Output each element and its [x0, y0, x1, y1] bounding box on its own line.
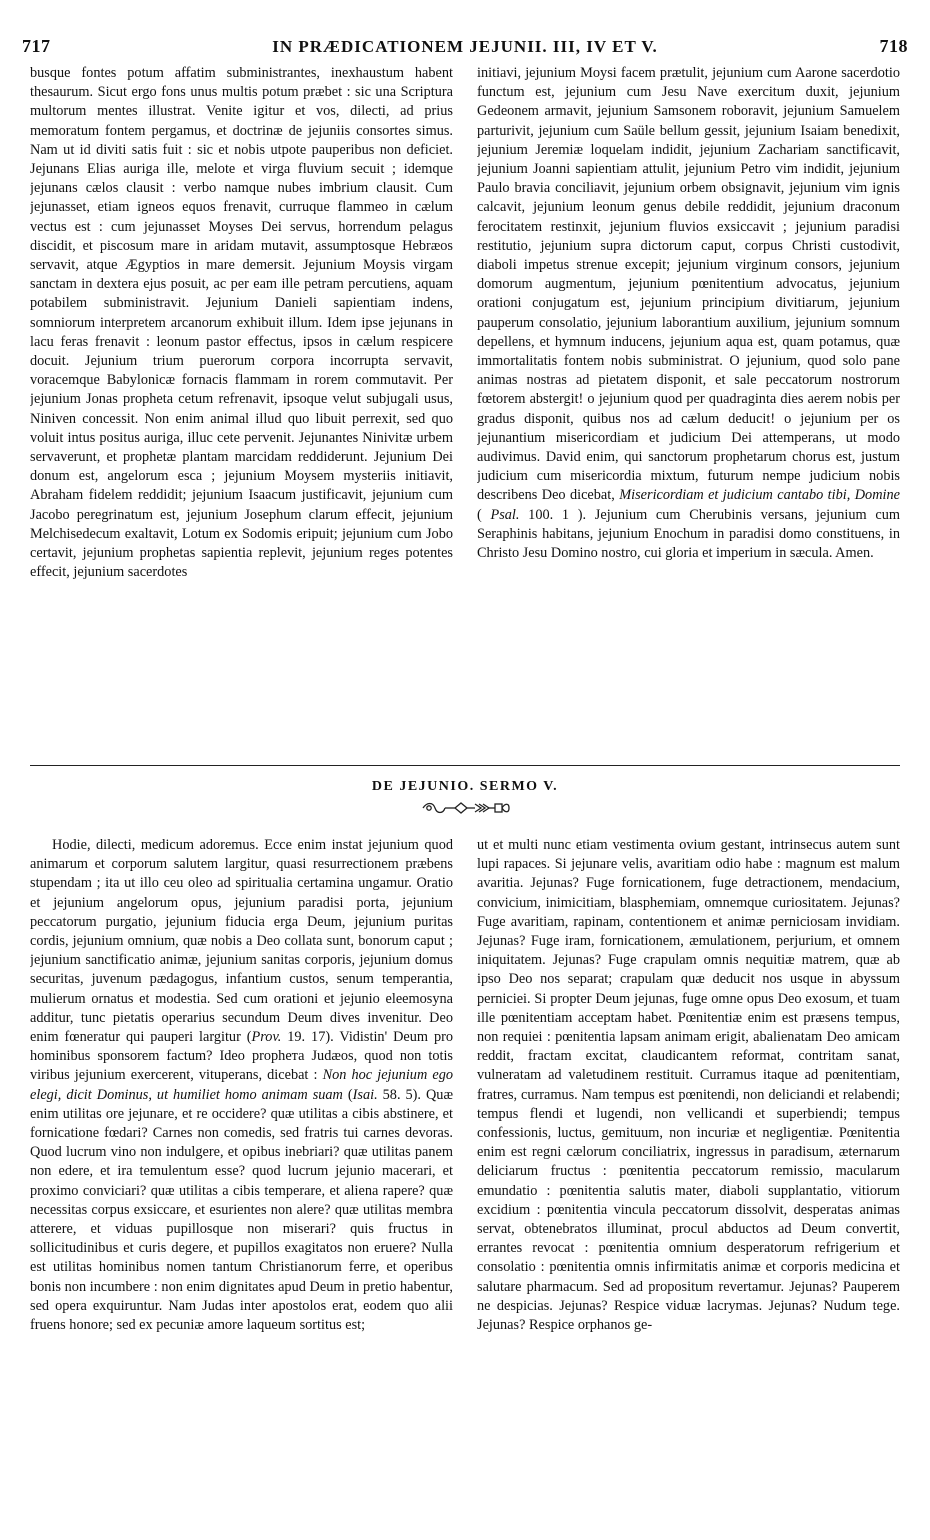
scripture-reference: Isai. [352, 1086, 378, 1103]
paragraph [477, 64, 900, 563]
bottom-left-column [30, 836, 453, 1526]
scroll-ornament-icon [0, 800, 930, 816]
text-span: initiavi, jejunium Moysi facem prætulit, jejunium cum Aarone sacerdotio functum est, jejunium cum Jesu Nave exercitum duxit, jejunium Gedeonem armavit, jejunium Samsonem roboravit, jejunium Samuelem parturivit, jejunium cum Saüle bellum gessit, jejunium Isaiam benedixit, jejunium Jeremiæ loquelam indidit, jejunium Zachariam sanctificavit, jejunium Joanni sapientiam attulit, jejunium Petro vim indidit, jejunium Paulo bravia conciliavit, jejunium orbem obsignavit, jejunium vim ignis calcavit, jejunium leonum genus debile reddidit, jejunium draconum ferocitatem restinxit, jejunium fluvios exsiccavit ; jejunium paradisi restitutio, jejunium supra dictorum caput, corpus Christi custodivit, diaboli impetus strenue excepit; jejunium virginum consors, jejunium domorum augmentum, jejunium pœnitentium advocatus, jejunium orationi conjugatum est, jejunium principium divitiarum, jejunium pauperum consolatio, jejunium laborantium auxilium, jejunium somnum depellens, et hymnum inducens, jejunium aqua est, quam potamus, quæ immortalitatis fontem nobis subministrat. O jejunium, quod solo pane animas nostras ad pietatem disponit, et sale peccatorum nostrorum fœtorem abstergit! o jejunium quod per quadraginta dies aerem nobis per gradus disponit, quibus nos ad cælum deducit! o jejunium per os jejunantium misericordiam et judicium Dei attemperans, ut modo audivimus. David enim, qui sanctorum prophetarum chorus est, justum judicium cum misericordia mixtum, futurum nempe judicium nobis describens Deo dicebat, [477, 65, 900, 504]
top-right-column [477, 64, 900, 758]
page-number-left: 717 [22, 36, 51, 56]
scripture-quote: Non hoc jejunium ego elegi, dicit Dominus, ut humiliet homo animam suam [30, 1067, 453, 1103]
text-span: 100. 1 ). [519, 506, 595, 523]
page-number-right: 718 [879, 36, 908, 56]
running-title: IN PRÆDICATIONEM JEJUNII. III, IV ET V. [272, 37, 658, 56]
top-left-column [30, 64, 453, 758]
text-span: ( [477, 506, 491, 523]
ornament-graphic [417, 800, 513, 816]
text-span: 58. 5). Quæ enim utilitas ore jejunare, et re occidere? quæ utilitas a cibis abstinere, et fornicatione fœdari? Carnes non comedis, sed fratris tui carnes devoras. Quod lucrum vino non indulgere, et opibus inebriari? quæ utilitas panem non edere, et ira temulentum esse? quod lucrum jejunio macerari, et proximo conviciari? quæ utilitas a cibis temperare, et aliena rapere? quæ necessitas corpus exsiccare, et esurientes non alere? quæ utilitas membra atterere, et viduas pupillosque non miserari? quis fructus in sollicitudinibus et curis degere, et pupillos exagitatos non eruere? Nulla est utilitas hominibus nomen tantum Christianorum ferre, et operibus bonis non incumbere : non enim dignitates apud Deum in pretio habentur, sed opera exquiruntur. Nam Judas inter apostolos erat, eodem quo alii fruens honore; sed ex pecuniæ amore laqueum sortitus est; [30, 1086, 453, 1334]
paragraph [30, 836, 453, 1335]
scripture-quote: Misericordiam et judicium cantabo tibi, Domine [619, 487, 900, 504]
paragraph: busque fontes potum affatim subministrantes, inexhaustum habent thesaurum. Sicut ergo fons unus multis potum præbet : sic una Scriptura multorum mentes illustrat. Venite igitur et vos, dilecti, ad prius memoratum fontem pergamus, et doctrinæ de jejuniis consortes simus. Nam ut id diviti satis fuit : sic et nobis utpote pauperibus non deficiet. Jejunans Elias auriga ille, melote et virga fluvium secuit ; idemque jejunans cælos clausit : verbo namque nubes imbrium clausit. Cum jejunasset, etiam igneos equos frenavit, curruque flammeo in cælum vectus est : cum jejunasset Moyses Dei servus, horrendum pelagus discidit, et piscosum mare in aridam mutavit, assumptosque Hebræos servavit, atque Ægyptios in mare demersit. Jejunium Moysis virgam sanctam in dextera ejus posuit, ac per eam ille petram percutiens, aquam potabilem subministravit. Jejunium Danieli sapientiam indens, somniorum interpretem arcanorum exhibuit illum. Idem ipse jejunans in lacu feras frenavit : leonum pastor effectus, ipsos in cælum respicere docuit. Jejunium trium puerorum corpora incorrupta servavit, voracemque Babylonicæ fornacis flammam in rorem commutavit. Per jejunium Jonas propheta cetum refrenavit, ipsoque velut subjugali usus, Niniven concessit. Non enim animal illud quo libuit perrexit, sed quo voluit intus positus auriga, illuc cete pervenit. Jejunantes Ninivitæ urbem servaverunt, et prophetæ plantam marcidam reddiderunt. Jejunium Dei donum est, angelorum esca ; jejunium Moysem mysteriis initiavit, Abraham fidelem reddidit; jejunium Isaacum justificavit, jejunium cum Jacobo peregrinatum est, jejunium Josephum clarum effecit, jejunium Melchisedecum exaltavit, Lotum ex Sodomis eripuit; jejunium cum Jobo certavit, jejunium prophetas sapientia replevit, jejunium reges potentes effecit, jejunium sacerdotes [30, 65, 453, 581]
text-span: 19. 17). Vidistin' Deum pro hominibus sponsorem factum? Ideo prophета Judæos, quod non totis viribus jejunium exercerent, vituperans, dicebat : [30, 1029, 453, 1084]
sermon-heading: DE JEJUNIO. SERMO V. [371, 779, 559, 794]
text-span: Hodie, dilecti, medicum adoremus. Ecce enim instat jejunium quod animarum et corporum salutem largitur, quasi resurrectionem præbens stupendam ; ita ut illo ceu oleo ad spiritualia certamina ungamur. Oratio et jejunium angelorum opus, jejunium paradisi porta, jejunium peccatorum purgatio, jejunium fiducia erga Deum, jejunium puritas cordis, jejunium omnium, quæ nobis a Deo collata sunt, bonorum caput ; jejunium sanctificatio animæ, jejunium sanitas corporis, jejunium domus securitas, juvenum pædagogus, infantium custos, senum temperantia, mulierum ornatus et modestia. Sed cum orationi et jejunio eleemosyna additur, tunc pietatis operarius secundum Deum dives invenitur. Deo enim fœneratur qui pauperi largitur ( [30, 837, 453, 1046]
section-divider [30, 765, 900, 766]
text-span: ( [342, 1086, 353, 1103]
text-span: Jejunium cum Cherubinis versans, jejunium cum Seraphinis habitans, jejunium Enochum in paradisi domo constituens, in Christo Jesu Domino nostro, cui gloria et imperium in sæcula. Amen. [477, 506, 900, 562]
scripture-reference: Prov. [251, 1029, 282, 1046]
paragraph: ut et multi nunc etiam vestimenta ovium gestant, intrinsecus autem sunt lupi rapaces. Si jejunare velis, avaritiam odio habe : magnum est malum avaritia. Jejunas? Fuge fornicationem, fuge detractionem, mendacium, convicium, inimicitiam, blasphemiam, omnemque curiositatem. Jejunas? Fuge avaritiam, rapinam, contentionem et animæ perniciosam invidiam. Jejunas? Fuge iram, fornicationem, æmulationem, perjurium, et omnem iniquitatem. Jejunas? Fuge crapulam omnis nequitiæ matrem, quæ ab ipso Deo nos separat; crapulam quæ deducit nos usque in abyssum perniciei. Si propter Deum jejunas, fuge omne opus Deo exosum, et tuam ille pœnitentiam acceptam habet. Pœnitentiæ enim est præsens tempus, non requiei : pœnitentia lapsam animam erigit, abalienatam Deo amicam reddit, fractam excitat, claudicantem reformat, contritam sanat, vulneratam ad valetudinem restituit. Curramus itaque ad pœnitentiam, fratres, curramus. Nam tempus est pœnitendi, non deliciandi et relabendi; tempus flendi et lugendi, non vellicandi et superbiendi; tempus confessionis, luctus, gemituum, non incuriæ et negligentiæ. Pœnitentia enim est regni cælorum conciliatrix, ingressus in paradisum, æternarum deliciarum fructus : pœnitentia peccatorum remissio, macularum emundatio : pœnitentia salutis mater, diaboli supplantatio, vitiorum excidium : pœnitentia vincula peccatorum dissolvit, desperatas animas servat, obtenebratos illuminat, procul abductos ad Deum convertit, errantes revocat : pœnitentia omnium desperatorum refrigerium et consolatio : pœnitentia omnis infirmitatis animæ et corporis medicina et salutare pharmacum. Sed ad propositum revertamur. Jejunas? Pauperem ne despicias. Jejunas? Respice viduæ lacrymas. Jejunas? Nudum tege. Jejunas? Respice orphanos ge- [477, 837, 900, 1334]
scripture-reference: Psal. [490, 506, 520, 523]
running-header [22, 36, 908, 58]
bottom-right-column [477, 836, 900, 1526]
